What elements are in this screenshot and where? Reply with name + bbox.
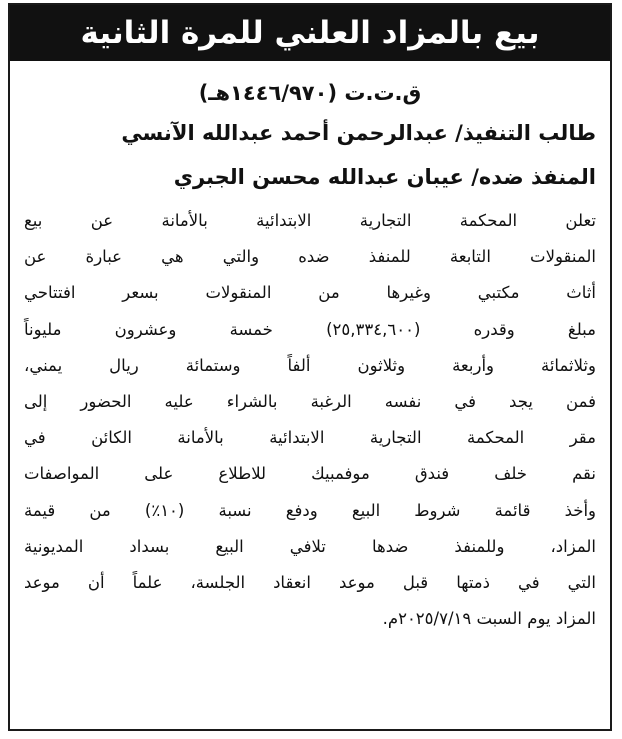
body-line: المزاد، وللمنفذ ضدها تلافي البيع بسداد المديونية: [24, 536, 596, 556]
body-line: وأخذ قائمة شروط البيع ودفع نسبة (١٠٪) من قيمة: [24, 500, 596, 520]
body-line: فمن يجد في نفسه الرغبة بالشراء عليه الحضور إلى: [24, 392, 596, 412]
body-line: أثاث مكتبي وغيرها من المنقولات بسعر افتتاحي: [24, 283, 596, 303]
notice-body: [24, 203, 596, 637]
case-number: ق.ت.ت (١٤٤٦/٩٧٠هـ): [198, 81, 422, 105]
applicant-line: طالب التنفيذ/ عبدالرحمن أحمد عبدالله الآنسي: [121, 121, 596, 145]
body-line-last: المزاد يوم السبت ٢٠٢٥/٧/١٩م.: [382, 609, 596, 629]
notice-content: [24, 75, 596, 637]
body-line: مقر المحكمة التجارية الابتدائية بالأمانة الكائن في: [24, 428, 596, 448]
respondent-line: المنفذ ضده/ عيبان عبدالله محسن الجبري: [173, 165, 596, 189]
body-line: المنقولات التابعة للمنفذ ضده والتي هي عبارة عن: [24, 247, 596, 267]
auction-notice: [8, 3, 612, 731]
notice-title: بيع بالمزاد العلني للمرة الثانية: [80, 15, 540, 51]
body-line: وثلاثمائة وأربعة وثلاثون ألفاً وستمائة ريال يمني،: [24, 355, 596, 375]
title-banner: [10, 5, 610, 61]
body-line: مبلغ وقدره (٢٥,٣٣٤,٦٠٠) خمسة وعشرون مليوناً: [24, 319, 596, 339]
body-line: نقم خلف فندق موفمبيك للاطلاع على المواصفات: [24, 464, 596, 484]
body-line: تعلن المحكمة التجارية الابتدائية بالأمانة عن بيع: [24, 211, 596, 230]
body-line: التي في ذمتها قبل موعد انعقاد الجلسة، علماً أن موعد: [24, 573, 596, 593]
